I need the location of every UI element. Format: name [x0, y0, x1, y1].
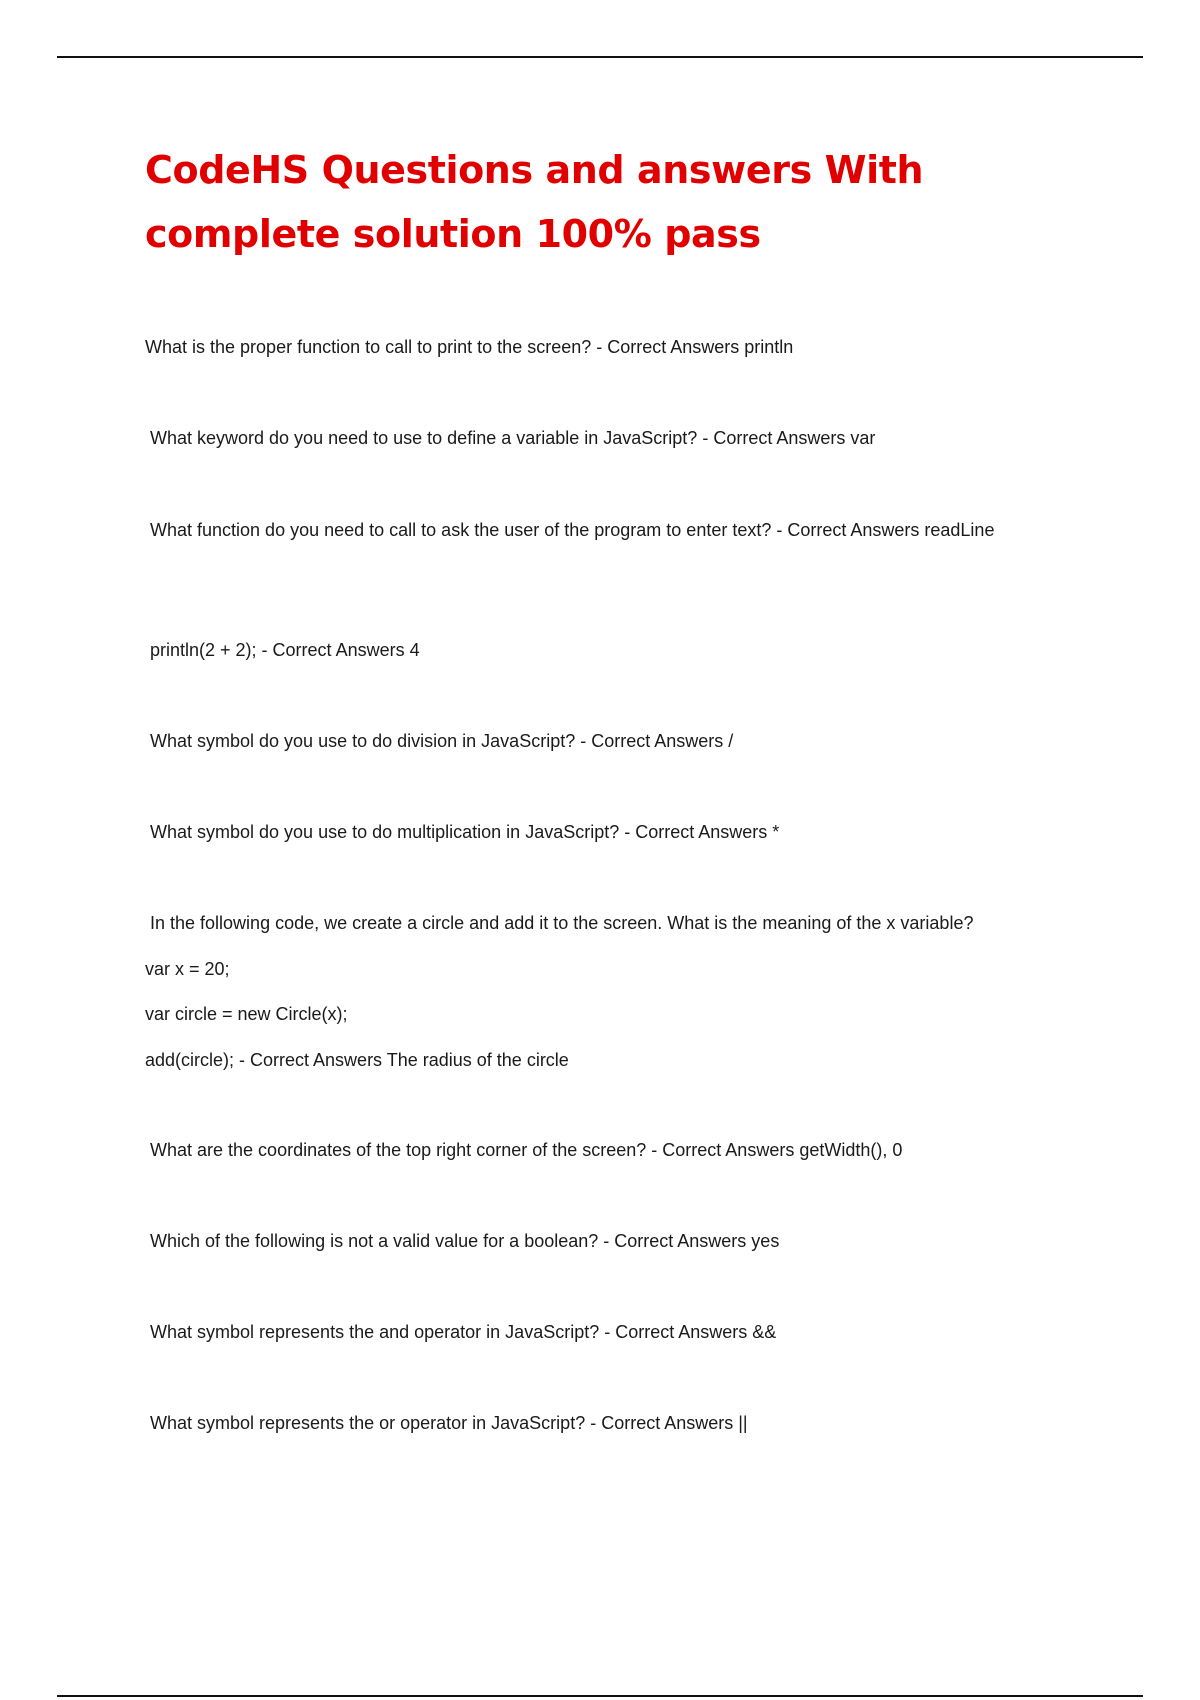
- qa-item-4: println(2 + 2); - Correct Answers 4: [150, 640, 420, 660]
- qa-item-5: What symbol do you use to do division in JavaScript? - Correct Answers /: [150, 731, 734, 751]
- qa-item-6: What symbol do you use to do multiplication in JavaScript? - Correct Answers *: [150, 822, 780, 842]
- qa-item-3: What function do you need to call to ask the user of the program to enter text? - Correct Answers readLine: [150, 520, 995, 540]
- qa-item-8: Which of the following is not a valid value for a boolean? - Correct Answers yes: [150, 1231, 780, 1251]
- code-question-prompt: In the following code, we create a circle and add it to the screen. What is the meaning of the x variable?: [150, 913, 974, 933]
- code-line-1: var x = 20;: [145, 959, 230, 979]
- footer-rule: [57, 1695, 1143, 1697]
- header-rule: [57, 56, 1143, 58]
- qa-item-7: What are the coordinates of the top right corner of the screen? - Correct Answers getWidth(), 0: [150, 1140, 903, 1160]
- document-title: CodeHS Questions and answers With complete solution 100% pass: [145, 148, 924, 256]
- qa-item-9: What symbol represents the and operator in JavaScript? - Correct Answers &&: [150, 1322, 777, 1342]
- qa-item-2: What keyword do you need to use to define a variable in JavaScript? - Correct Answers var: [150, 428, 876, 448]
- qa-item-1: What is the proper function to call to print to the screen? - Correct Answers println: [145, 337, 794, 357]
- code-line-3: add(circle); - Correct Answers The radius of the circle: [145, 1050, 569, 1070]
- code-line-2: var circle = new Circle(x);: [145, 1004, 348, 1024]
- qa-item-10: What symbol represents the or operator in JavaScript? - Correct Answers ||: [150, 1413, 748, 1433]
